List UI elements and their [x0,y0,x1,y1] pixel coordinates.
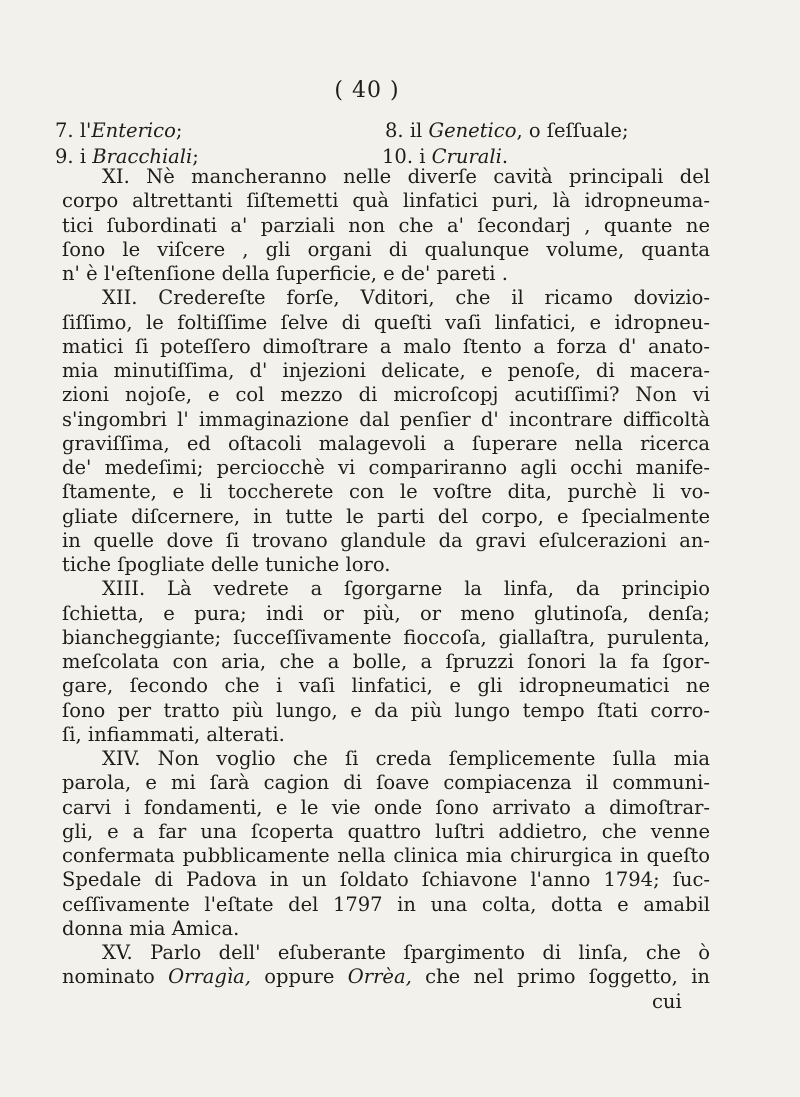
list-item-9: 9. i Bracchiali; [55,145,199,168]
body-line: donna mia Amica. [62,916,240,940]
catchword: cui [652,989,682,1013]
body-line: in quelle dove ſi trovano glandule da gravi eſulcerazioni an- [62,528,710,552]
body-line: s'ingombri l' immaginazione dal penſier d' incontrare difficoltà [62,407,710,431]
body-line: XIV. Non voglio che ſi creda ſemplicemente ſulla mia [102,747,710,770]
body-line: ſono per tratto più lungo, e da più lungo tempo ſtati corro- [62,698,710,722]
body-line: n' è l'eſtenſione della ſuperficie, e de' pareti . [62,262,508,285]
body-line: XII. Credereſte forſe, Vditori, che il ricamo dovizio- [102,286,710,310]
body-line: gliate diſcernere, in tutte le parti del corpo, e ſpecialmente [62,504,710,528]
body-line: confermata pubblicamente nella clinica mia chirurgica in queſto [62,844,710,867]
body-line: ceſſivamente l'eſtate del 1797 in una colta, dotta e amabil [62,892,710,916]
body-line: Spedale di Padova in un ſoldato ſchiavone l'anno 1794; ſuc- [62,868,710,892]
body-line: de' medeſimi; perciocchè vi compariranno agli occhi manife- [62,456,710,479]
body-line: gare, ſecondo che i vaſi linfatici, e gli idropneumatici ne [62,674,710,698]
body-line: corpo altrettanti ſiſtemetti quà linfatici puri, là idropneuma- [62,189,710,213]
body-line: biancheggiante; ſucceſſivamente fioccoſa, giallaſtra, purulenta, [62,625,710,649]
body-line: XI. Nè mancheranno nelle diverſe cavità principali del [102,165,710,188]
body-line: ſchietta, e pura; indi or più, or meno glutinoſa, denſa; [62,601,710,625]
body-line: carvi i fondamenti, e le vie onde ſono arrivato a dimoſtrar- [62,795,710,819]
list-item-7: 7. l'Enterico; [55,119,183,142]
page-number: ( 40 ) [334,78,400,103]
body-line: ſiſſimo, le foltiſſime ſelve di queſti vaſi linfatici, e idropneu- [62,310,710,334]
body-line-final: nominato Orragìa, oppure Orrèa, che nel primo ſoggetto, in [62,965,710,989]
body-line: mia minutiſſima, d' injezioni delicate, e penoſe, di macera- [62,359,710,382]
body-line: XIII. Là vedrete a ſgorgarne la linfa, da principio [102,577,710,601]
body-line: graviſſima, ed oſtacoli malagevoli a ſuperare nella ricerca [62,431,710,455]
body-line: tici ſubordinati a' parziali non che a' ſecondarj , quante ne [62,213,710,237]
body-line: gli, e a far una ſcoperta quattro luſtri addietro, che venne [62,819,710,843]
body-line: matici ſi poteſſero dimoſtrare a malo ſtento a forza d' anato- [62,334,710,358]
body-line: meſcolata con aria, che a bolle, a ſpruzzi ſonori la fa ſgor- [62,650,710,673]
body-line: XV. Parlo dell' eſuberante ſpargimento di linſa, che ò [102,941,710,964]
list-item-10: 10. i Crurali. [382,145,509,168]
body-line: tiche ſpogliate delle tuniche loro. [62,553,391,576]
list-item-8: 8. il Genetico, o ſeſſuale; [385,119,629,142]
body-line: ſtamente, e li toccherete con le voſtre dita, purchè li vo- [62,480,710,504]
body-line: ſono le viſcere , gli organi di qualunque volume, quanta [62,237,710,261]
body-line: zioni nojoſe, e col mezzo di microſcopj acutiſſimi? Non vi [62,383,710,407]
body-line: parola, e mi ſarà cagion di ſoave compiacenza il communi- [62,771,710,795]
body-line: ſi, infiammati, alterati. [62,722,285,746]
